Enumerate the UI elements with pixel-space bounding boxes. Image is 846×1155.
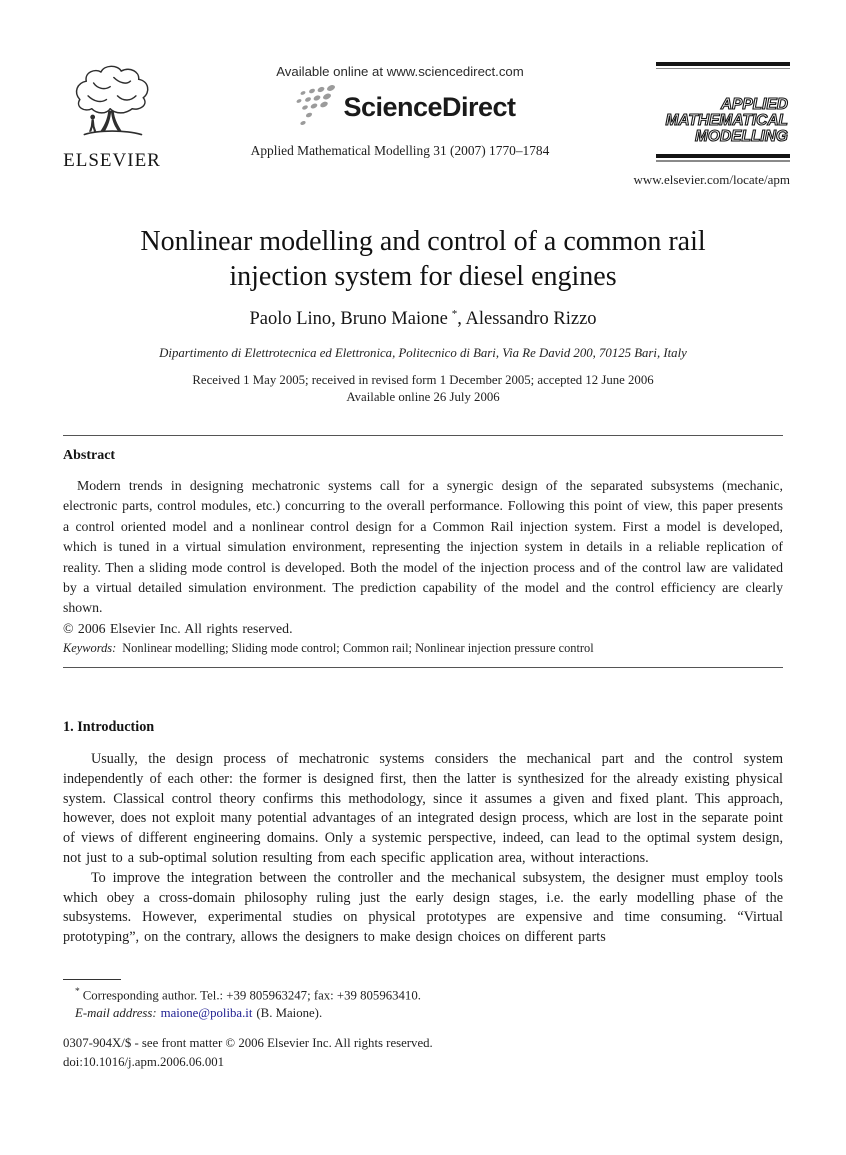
abstract-heading: Abstract xyxy=(63,448,116,463)
email-link[interactable]: maione@poliba.it xyxy=(160,1005,253,1020)
journal-logo-line-1: APPLIED xyxy=(720,96,788,114)
journal-logo-line-3: MODELLING xyxy=(695,128,788,146)
footnote-rule xyxy=(63,979,121,980)
journal-logo-line-2: MATHEMATICAL xyxy=(665,112,788,130)
author-affiliation: Dipartimento di Elettrotecnica ed Elettronica, Politecnico di Bari, Via Re David 200, 70125 Bari, Italy xyxy=(159,346,687,360)
sciencedirect-dots-icon xyxy=(284,85,340,129)
abstract-copyright: © 2006 Elsevier Inc. All rights reserved. xyxy=(63,620,293,636)
journal-homepage-url: www.elsevier.com/locate/apm xyxy=(633,171,790,187)
keywords-line xyxy=(63,641,783,656)
email-line xyxy=(63,1005,783,1023)
journal-citation: Applied Mathematical Modelling 31 (2007) 1770–1784 xyxy=(250,143,550,158)
keywords-label: Keywords: xyxy=(63,641,117,655)
article-title-line2: injection system for diesel engines xyxy=(229,261,617,292)
article-title-line1: Nonlinear modelling and control of a common rail xyxy=(140,226,706,257)
footnote-asterisk: * xyxy=(75,987,80,997)
introduction-paragraph-1: Usually, the design process of mechatronic systems considers the mechanical part and the control system independently of each other: the former is designed first, then the latter is synthesized for the already existing physical system. Classical control theory confirms this methodology, since it assumes a given and fixed plant. This approach, however, does not exploit many potential advantages of an integrated design process, which are lost in the separate point of views of different engineering domains. Only a systemic perspective, indeed, can lead to the optimal system design, not just to a sub-optimal solution resulting from each specific application area, without interactions. xyxy=(63,751,783,866)
divider-rule xyxy=(63,435,783,436)
author-list xyxy=(63,308,783,330)
introduction-heading: 1. Introduction xyxy=(63,719,155,735)
elsevier-logo xyxy=(60,64,164,172)
elsevier-wordmark: ELSEVIER xyxy=(63,150,161,171)
journal-logo-block xyxy=(632,62,790,188)
email-suffix: (B. Maione). xyxy=(256,1005,323,1020)
applied-mathematical-modelling-logo xyxy=(650,95,790,145)
keywords-text: Nonlinear modelling; Sliding mode control; Common rail; Nonlinear injection pressure control xyxy=(122,641,594,655)
authors-text: Paolo Lino, Bruno Maione xyxy=(249,309,448,330)
abstract-section xyxy=(63,448,783,639)
sciencedirect-logo xyxy=(218,84,582,130)
corresponding-author-text: Corresponding author. Tel.: +39 805963247; fax: +39 805963410. xyxy=(82,988,421,1003)
available-online-date: Available online 26 July 2006 xyxy=(346,390,500,404)
article-title xyxy=(63,224,783,294)
corresponding-author-asterisk: * xyxy=(451,308,458,320)
available-online-text: Available online at www.sciencedirect.com xyxy=(276,64,524,79)
received-dates: Received 1 May 2005; received in revised form 1 December 2005; accepted 12 June 2006 xyxy=(192,373,654,387)
abstract-text: Modern trends in designing mechatronic systems call for a synergic design of the separated subsystems (mechanic, electronic parts, control modules, etc.) concurring to the overall performance. Following this point of view, this paper presents a control oriented model and a nonlinear control design for a Common Rail injection system. First a model is developed, which is tuned in a virtual simulation environment, representing the injection system in details in a reliable replication of reality. Then a sliding mode control is developed. Both the model of the injection process and of the control law are validated by a virtual detailed simulation environment. The prediction capability of the model and the control efficiency are clearly shown. xyxy=(63,478,783,616)
corresponding-author-note xyxy=(63,984,783,1005)
issn-copyright-line: 0307-904X/$ - see front matter © 2006 Elsevier Inc. All rights reserved. xyxy=(63,1036,433,1050)
authors-text-rest: , Alessandro Rizzo xyxy=(457,309,597,330)
divider-rule xyxy=(63,667,783,668)
elsevier-tree-icon xyxy=(66,64,158,148)
introduction-paragraph-2: To improve the integration between the controller and the mechanical subsystem, the designer must employ tools which obey a cross-domain philosophy ruling just the early design stages, i.e. the early modelling phase of the subsystems. However, experimental studies on physical prototypes are expensive and time consuming. “Virtual prototyping”, on the contrary, allows the designers to make design choices on different parts xyxy=(63,869,783,946)
sciencedirect-logo-text: ScienceDirect xyxy=(343,91,516,122)
article-history xyxy=(63,372,783,406)
header-center xyxy=(218,64,582,159)
introduction-section xyxy=(63,719,783,948)
front-matter-block xyxy=(63,1034,783,1072)
footnote-block xyxy=(63,979,783,1022)
doi-line: doi:10.1016/j.apm.2006.06.001 xyxy=(63,1055,225,1069)
double-rule-bottom xyxy=(656,154,790,161)
double-rule-top xyxy=(656,62,790,69)
email-label: E-mail address: xyxy=(75,1005,157,1020)
